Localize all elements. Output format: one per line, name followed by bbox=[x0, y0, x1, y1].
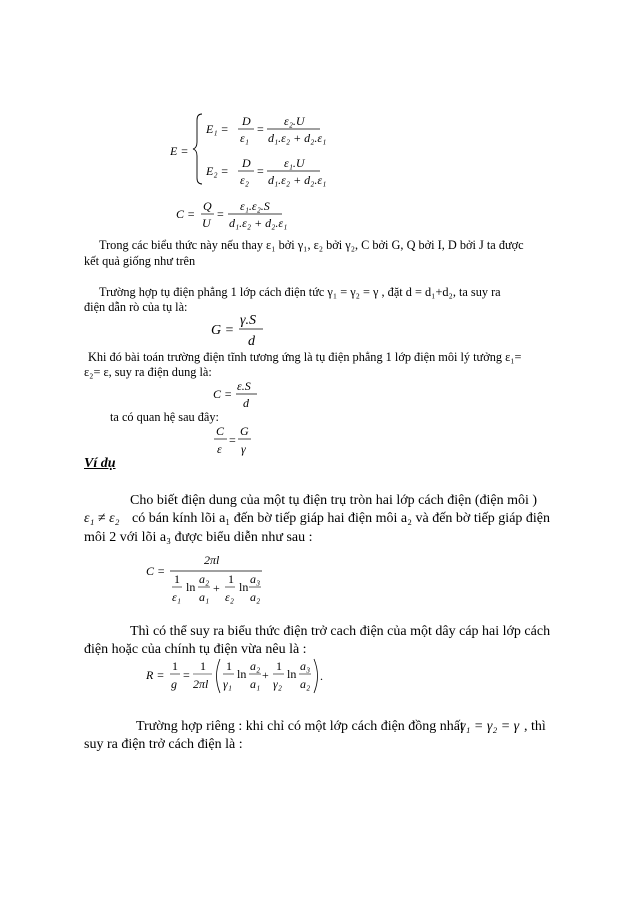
formula-ratio bbox=[212, 423, 258, 459]
g-lhs: G = bbox=[211, 323, 235, 338]
c-lhs: C = bbox=[176, 207, 196, 221]
rcyl-t1-one: 1 bbox=[226, 659, 232, 673]
e2-d-num: D bbox=[242, 156, 251, 170]
rcyl-pre-den: 2πl bbox=[193, 677, 209, 691]
e2-eq: = bbox=[257, 164, 264, 178]
cp-den: d bbox=[243, 396, 249, 410]
e-lhs: E = bbox=[170, 144, 189, 158]
paragraph-3-line-2: ε₂= ε, suy ra điện dung là: bbox=[84, 365, 212, 379]
formula-c-plane bbox=[213, 378, 263, 412]
e2-frac-num: ε₁.U bbox=[284, 156, 305, 170]
paragraph-5-inline-math: ε₁ ≠ ε₂ bbox=[84, 511, 120, 526]
ccyl-lhs: C = bbox=[146, 564, 166, 578]
ccyl-t1-ln: ln bbox=[186, 580, 196, 594]
g-den: d bbox=[248, 334, 255, 349]
ccyl-t2-eps: ε₂ bbox=[225, 590, 234, 604]
c-frac-den: d₁.ε₂ + d₂.ε₁ bbox=[229, 216, 288, 230]
e1-frac-den: d₁.ε₂ + d₂.ε₁ bbox=[268, 131, 327, 145]
e2-frac-den: d₁.ε₂ + d₂.ε₁ bbox=[268, 173, 327, 187]
ratio-right-num: G bbox=[240, 424, 249, 438]
formula-g-plane bbox=[211, 307, 271, 353]
cp-num: ε.S bbox=[237, 379, 251, 393]
formula-r-cylinder bbox=[146, 655, 326, 699]
ccyl-t1-a-num: a₂ bbox=[199, 572, 210, 586]
paragraph-6-line-1: Thì có thể suy ra biểu thức điện trở cach điện của một dây cáp hai lớp cách bbox=[130, 624, 551, 639]
paragraph-2-line-1: Trường hợp tụ điện phẳng 1 lớp cách điện tức γ₁ = γ₂ = γ , đặt d = d₁+d₂, ta suy ra bbox=[99, 285, 501, 299]
e1-label: E₁ = bbox=[206, 122, 229, 136]
ccyl-t1-a-den: a₁ bbox=[199, 590, 210, 604]
paragraph-5-line-3: môi 2 với lõi a₃ được biểu diễn như sau : bbox=[84, 530, 313, 545]
rcyl-plus: + bbox=[262, 668, 269, 682]
rcyl-t2-one: 1 bbox=[276, 659, 282, 673]
paragraph-7-inline-math: γ₁ = γ₂ = γ bbox=[460, 719, 520, 734]
paragraph-5-line-1: Cho biết điện dung của một tụ điện trụ tròn hai lớp cách điện (điện môi ) bbox=[130, 493, 538, 508]
rcyl-eq: = bbox=[183, 668, 190, 682]
rcyl-t2-a-den: a₂ bbox=[300, 677, 311, 691]
ratio-left-num: C bbox=[216, 424, 225, 438]
ccyl-t1-eps: ε₁ bbox=[172, 590, 181, 604]
example-heading: Ví dụ bbox=[84, 456, 116, 471]
paragraph-4: ta có quan hệ sau đây: bbox=[110, 410, 219, 424]
rcyl-t1-a-den: a₁ bbox=[250, 677, 261, 691]
c-q-den: U bbox=[202, 216, 211, 230]
c-eq: = bbox=[217, 207, 224, 221]
e2-d-den: ε₂ bbox=[240, 173, 249, 187]
paragraph-7-line-1-a: Trường hợp riêng : khi chỉ có một lớp cách điện đồng nhất bbox=[136, 719, 464, 734]
rcyl-right-paren bbox=[314, 659, 318, 693]
c-q-num: Q bbox=[203, 199, 212, 213]
e1-frac-num: ε₂.U bbox=[284, 114, 305, 128]
rcyl-g-den: g bbox=[171, 677, 177, 691]
rcyl-t2-a-num: a₃ bbox=[300, 659, 311, 673]
e1-eq: = bbox=[257, 122, 264, 136]
rcyl-pre-num: 1 bbox=[200, 659, 206, 673]
e2-label: E₂ = bbox=[206, 164, 229, 178]
left-brace bbox=[193, 114, 202, 184]
rcyl-left-paren bbox=[217, 659, 221, 693]
rcyl-t1-gam: γ₁ bbox=[223, 677, 232, 691]
ccyl-t2-a-num: a₃ bbox=[250, 572, 261, 586]
rcyl-t2-gam: γ₂ bbox=[273, 677, 282, 691]
ccyl-t2-one: 1 bbox=[228, 572, 234, 586]
e1-d-den: ε₁ bbox=[240, 131, 249, 145]
ccyl-num: 2πl bbox=[204, 553, 220, 567]
paragraph-5-line-2: có bán kính lõi a₁ đến bờ tiếp giáp hai điện môi a₂ và đến bờ tiếp giáp điện bbox=[132, 511, 551, 526]
rcyl-lhs: R = bbox=[146, 668, 165, 682]
paragraph-1-line-1: Trong các biểu thức này nếu thay ε₁ bởi γ₁, ε₂ bởi γ₂, C bởi G, Q bởi I, D bởi J ta được bbox=[99, 238, 524, 252]
rcyl-t2-ln: ln bbox=[287, 667, 297, 681]
paragraph-2-line-2: điện dẫn rò của tụ là: bbox=[84, 300, 188, 314]
ratio-eq: = bbox=[229, 433, 236, 447]
paragraph-1-line-2: kết quả giống như trên bbox=[84, 254, 196, 268]
ccyl-plus: + bbox=[213, 581, 220, 595]
paragraph-3-line-1: Khi đó bài toán trường điện tĩnh tương ứng là tụ điện phẳng 1 lớp điện môi lý tưởng ε₁= bbox=[88, 350, 522, 364]
g-num: γ.S bbox=[240, 313, 257, 328]
paragraph-6-line-2: điện hoặc của chính tụ điện vừa nêu là : bbox=[84, 642, 307, 657]
formula-c-cylinder bbox=[146, 551, 276, 613]
ccyl-t2-ln: ln bbox=[239, 580, 249, 594]
ccyl-t2-a-den: a₂ bbox=[250, 590, 261, 604]
c-frac-num: ε₁.ε₂.S bbox=[240, 199, 270, 213]
paragraph-7-line-2: suy ra điện trở cách điện là : bbox=[84, 737, 243, 752]
rcyl-end: . bbox=[320, 669, 323, 683]
formula-c-layers bbox=[176, 195, 306, 235]
formula-e-system bbox=[170, 108, 330, 190]
cp-lhs: C = bbox=[213, 387, 233, 401]
rcyl-t1-a-num: a₂ bbox=[250, 659, 261, 673]
ratio-right-den: γ bbox=[241, 442, 246, 456]
e1-d-num: D bbox=[242, 114, 251, 128]
paragraph-7-line-1-b: , thì bbox=[524, 719, 546, 734]
rcyl-t1-ln: ln bbox=[237, 667, 247, 681]
rcyl-g-num: 1 bbox=[172, 659, 178, 673]
ratio-left-den: ε bbox=[217, 442, 222, 456]
ccyl-t1-one: 1 bbox=[174, 572, 180, 586]
